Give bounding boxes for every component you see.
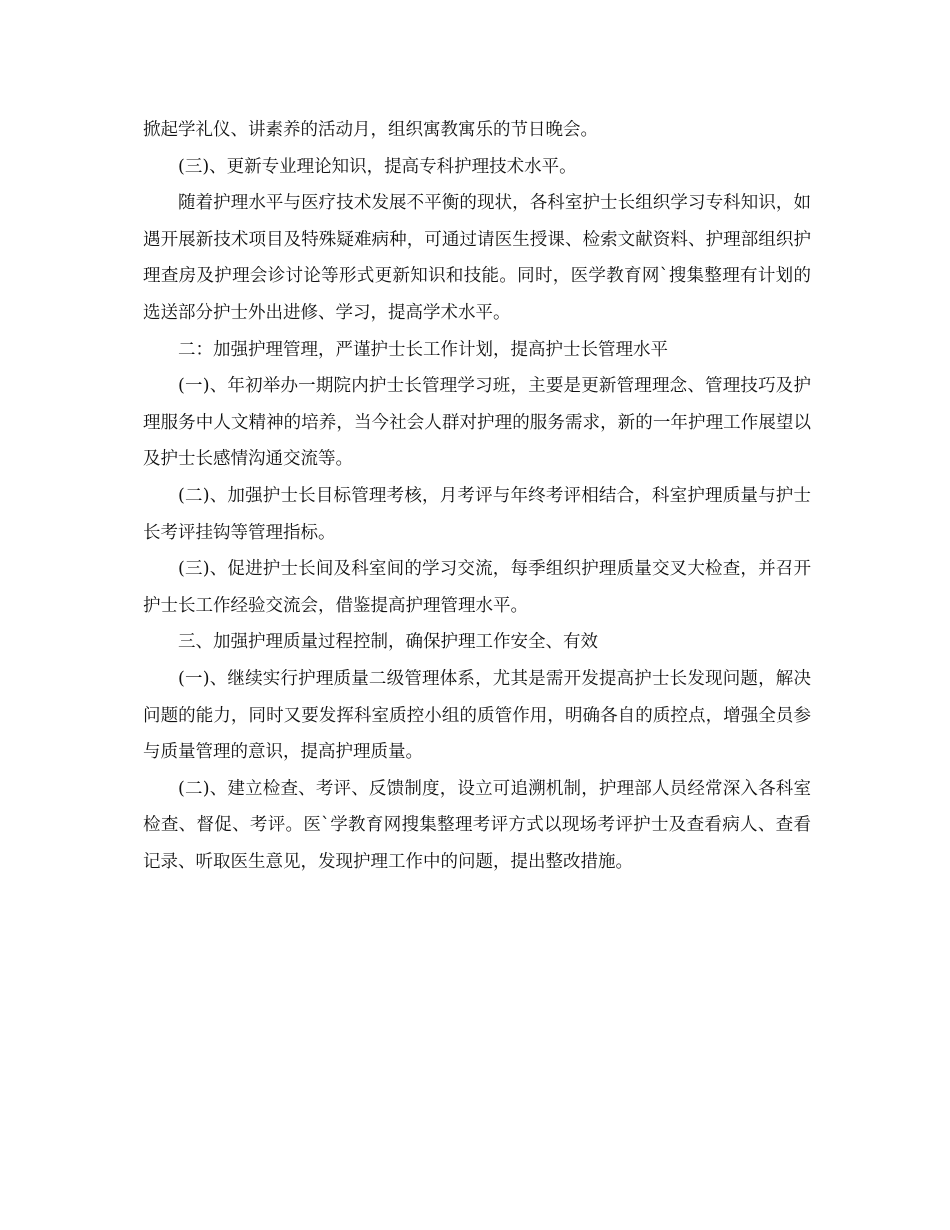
- document-body: [143, 112, 811, 880]
- section-heading: 二：加强护理管理，严谨护士长工作计划，提高护士长管理水平: [178, 339, 668, 360]
- section-heading: 三、加强护理质量过程控制，确保护理工作安全、有效: [178, 632, 598, 653]
- paragraph: 掀起学礼仪、讲素养的活动月，组织寓教寓乐的节日晚会。: [143, 120, 598, 140]
- paragraph: 随着护理水平与医疗技术发展不平衡的现状，各科室护士长组织学习专科知识，如遇开展新技术项目及特殊疑难病种，可通过请医生授课、检索文献资料、护理部组织护理查房及护理会诊讨论等形式更新知识和技能。同时，医学教育网`搜集整理有计划的选送部分护士外出进修、学习，提高学术水平。: [143, 193, 811, 323]
- paragraph: (三)、更新专业理论知识，提高专科护理技术水平。: [178, 156, 577, 177]
- paragraph: (一)、继续实行护理质量二级管理体系，尤其是需开发提高护士长发现问题，解决问题的能力，同时又要发挥科室质控小组的质管作用，明确各自的质控点，增强全员参与质量管理的意识，提高护理质量。: [143, 668, 811, 763]
- paragraph: (一)、年初举办一期院内护士长管理学习班，主要是更新管理理念、管理技巧及护理服务中人文精神的培养，当今社会人群对护理的服务需求，新的一年护理工作展望以及护士长感情沟通交流等。: [143, 376, 811, 470]
- paragraph: (二)、加强护士长目标管理考核，月考评与年终考评相结合，科室护理质量与护士长考评挂钩等管理指标。: [143, 485, 811, 543]
- paragraph: (二)、建立检查、考评、反馈制度，设立可追溯机制，护理部人员经常深入各科室检查、督促、考评。医`学教育网搜集整理考评方式以现场考评护士及查看病人、查看记录、听取医生意见，发现护理工作中的问题，提出整改措施。: [143, 778, 811, 872]
- paragraph: (三)、促进护士长间及科室间的学习交流，每季组织护理质量交叉大检查，并召开护士长工作经验交流会，借鉴提高护理管理水平。: [143, 559, 811, 616]
